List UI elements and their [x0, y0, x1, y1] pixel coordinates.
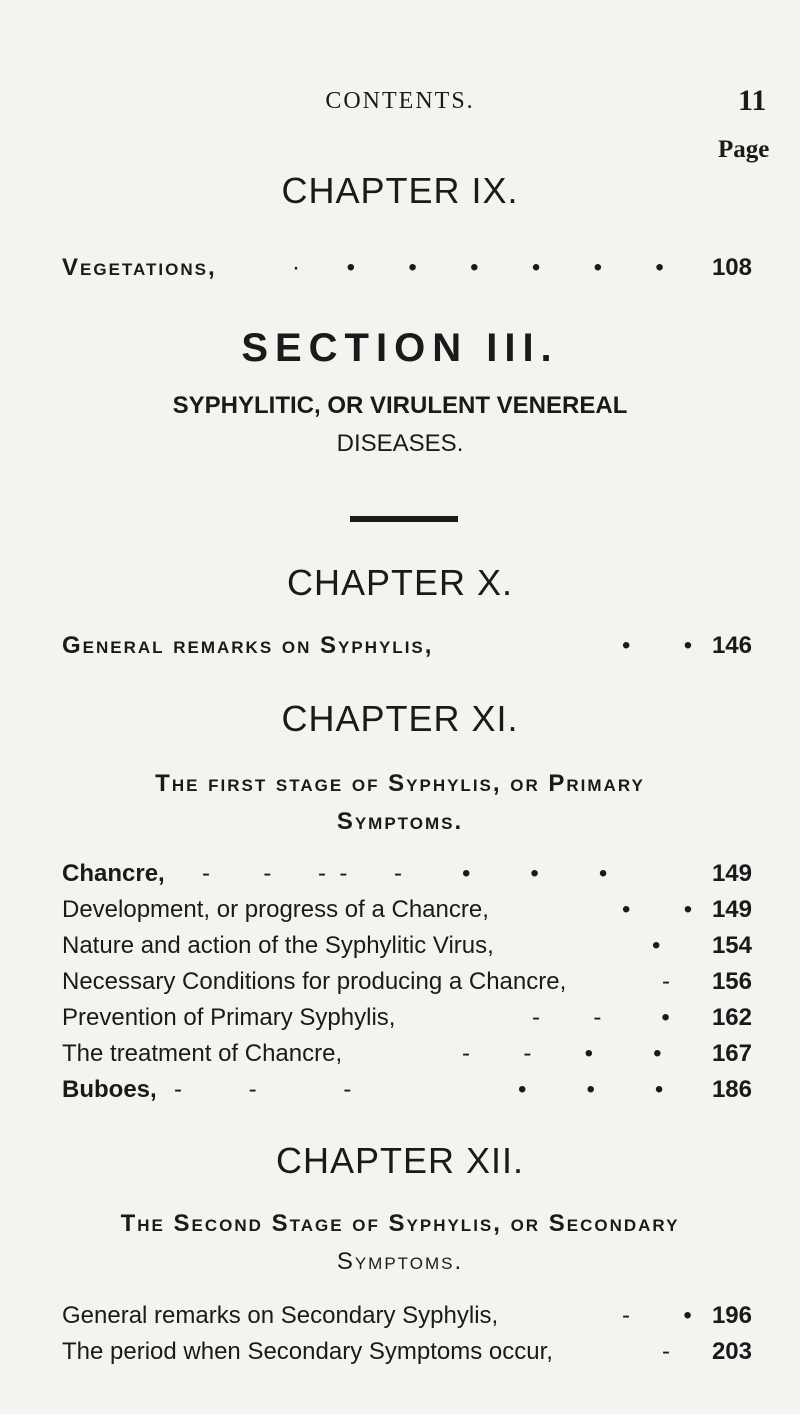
leader-dots: • • [622, 896, 693, 923]
running-head: CONTENTS. [325, 88, 475, 114]
chapter-12-subtitle-line2: Symptoms. [336, 1248, 464, 1275]
toc-entry-title: Buboes, [62, 1076, 157, 1103]
toc-entry-page: 186 [711, 1076, 752, 1103]
toc-entry [62, 1004, 752, 1036]
toc-entry-title: Development, or progress of a Chancre, [62, 896, 489, 923]
toc-entry [62, 632, 752, 664]
toc-entry-page: 162 [711, 1004, 752, 1031]
toc-entry-title: Chancre, [62, 860, 165, 887]
toc-entry-page: 167 [711, 1040, 752, 1067]
toc-entry-page: 203 [711, 1338, 752, 1365]
section-3-heading: SECTION III. [241, 326, 559, 370]
toc-entry-page: 154 [711, 932, 752, 959]
leader-dots: - [662, 1338, 670, 1365]
section-3-subtitle-line1: SYPHYLITIC, OR VIRULENT VENEREAL [172, 392, 628, 419]
leader-dots: • [652, 932, 661, 959]
leader-dots: - - • • [462, 1040, 662, 1067]
chapter-11-subtitle-line2: Symptoms. [336, 808, 464, 835]
toc-entry-title: General remarks on Secondary Syphylis, [62, 1302, 499, 1329]
leader-dots: - - - • • • [174, 1076, 664, 1103]
chapter-12-heading: CHAPTER XII. [275, 1140, 525, 1181]
chapter-11-subtitle-line1: The first stage of Syphylis, or Primary [155, 770, 645, 797]
toc-entry [62, 1302, 752, 1334]
leader-dots: · • • • • • • [292, 254, 664, 281]
toc-entry-page: 146 [711, 632, 752, 659]
toc-entry [62, 1338, 752, 1370]
toc-entry-page: 196 [711, 1302, 752, 1329]
toc-entry-title: Prevention of Primary Syphylis, [62, 1004, 396, 1031]
toc-entry-title: General remarks on Syphylis, [62, 632, 434, 659]
toc-entry-title: The treatment of Chancre, [62, 1040, 343, 1067]
leader-dots: - [662, 968, 670, 995]
toc-entry [62, 254, 752, 286]
chapter-10-heading: CHAPTER X. [286, 562, 514, 603]
toc-entry-page: 149 [711, 896, 752, 923]
leader-dots: • • [622, 632, 693, 659]
toc-entry-page: 156 [711, 968, 752, 995]
toc-entry-title: Necessary Conditions for producing a Chancre, [62, 968, 567, 995]
toc-entry-title: The period when Secondary Symptoms occur, [62, 1338, 553, 1365]
page-column-label: Page [718, 136, 770, 163]
leader-dots: - • [622, 1302, 692, 1329]
toc-entry [62, 860, 752, 892]
leader-dots: - - - - - • • • [202, 860, 608, 887]
toc-entry [62, 896, 752, 928]
toc-entry [62, 1076, 752, 1108]
section-3-subtitle-line2: DISEASES. [336, 430, 464, 457]
toc-entry [62, 968, 752, 1000]
chapter-11-heading: CHAPTER XI. [281, 698, 519, 739]
toc-entry-page: 149 [711, 860, 752, 887]
chapter-9-heading: CHAPTER IX. [281, 170, 519, 211]
toc-entry-title: Nature and action of the Syphylitic Virus, [62, 932, 494, 959]
toc-entry-page: 108 [711, 254, 752, 281]
toc-entry [62, 932, 752, 964]
page-number: 11 [738, 84, 767, 117]
section-rule [350, 516, 458, 522]
chapter-12-subtitle-line1: The Second Stage of Syphylis, or Secondary [120, 1210, 680, 1237]
leader-dots: - - • [532, 1004, 670, 1031]
toc-entry-title: Vegetations, [62, 254, 217, 281]
toc-entry [62, 1040, 752, 1072]
